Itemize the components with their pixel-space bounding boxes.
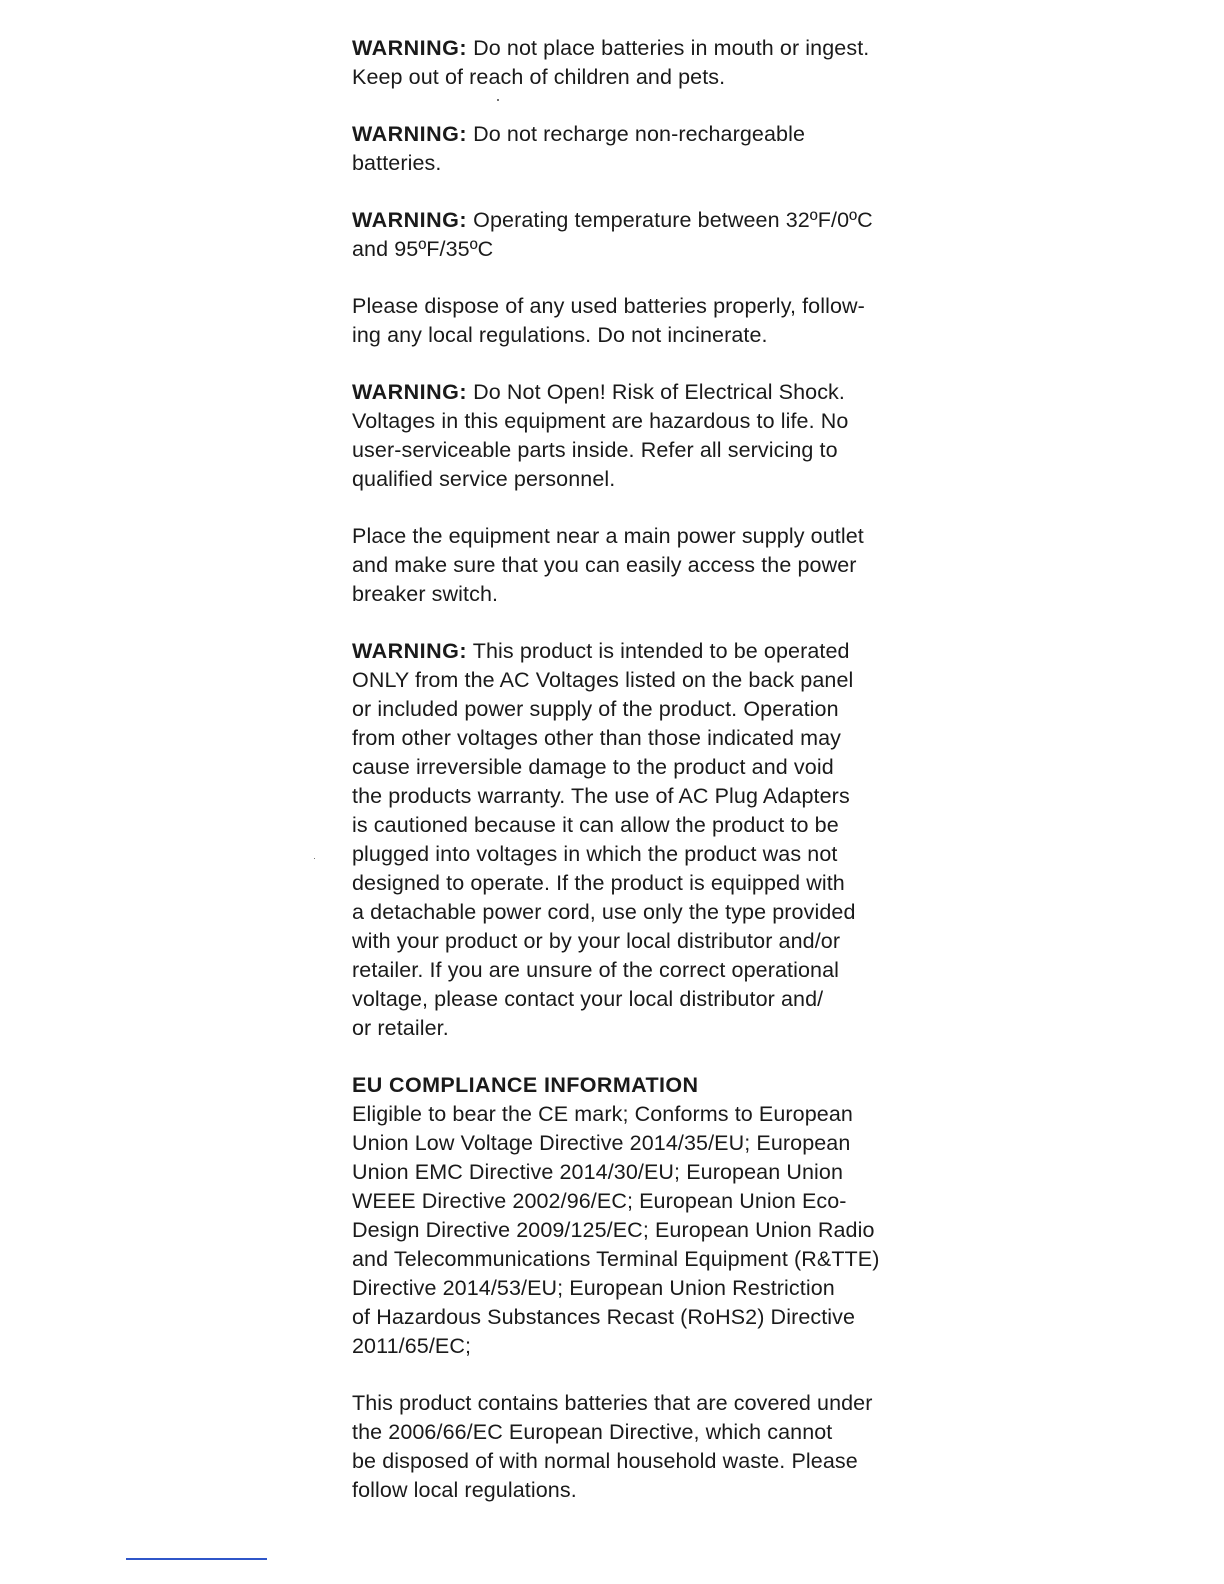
- text-line: Directive 2014/53/EU; European Union Restriction: [352, 1276, 835, 1300]
- text-line: breaker switch.: [352, 582, 499, 606]
- text-line: WARNING: This product is intended to be operated: [352, 639, 850, 663]
- text-line: designed to operate. If the product is equipped with: [352, 871, 845, 895]
- text-line: or included power supply of the product. Operation: [352, 697, 839, 721]
- document-body: [352, 34, 912, 1533]
- text-line: WARNING: Do Not Open! Risk of Electrical Shock.: [352, 380, 845, 404]
- scan-speck: [314, 858, 315, 859]
- text-line: ONLY from the AC Voltages listed on the back panel: [352, 668, 854, 692]
- text-line: voltage, please contact your local distributor and/: [352, 987, 824, 1011]
- text-line: Eligible to bear the CE mark; Conforms to European: [352, 1102, 853, 1126]
- text-line: retailer. If you are unsure of the correct operational: [352, 958, 840, 982]
- text-line: plugged into voltages in which the product was not: [352, 842, 838, 866]
- warning-label: WARNING:: [352, 380, 468, 404]
- power-outlet-paragraph: [352, 522, 912, 609]
- text-line: with your product or by your local distributor and/or: [352, 929, 841, 953]
- text-line: Union EMC Directive 2014/30/EU; European Union: [352, 1160, 843, 1184]
- text-line: WEEE Directive 2002/96/EC; European Union Eco-: [352, 1189, 847, 1213]
- warning-ac-voltage-paragraph: [352, 637, 912, 1043]
- text-line: WARNING: Do not recharge non-rechargeable: [352, 122, 806, 146]
- text-line: is cautioned because it can allow the product to be: [352, 813, 839, 837]
- warning-electrical-shock-paragraph: [352, 378, 912, 494]
- text-line: and make sure that you can easily access the power: [352, 553, 857, 577]
- footnote-rule: [126, 1558, 267, 1560]
- scan-speck: [497, 99, 499, 101]
- text-line: and 95ºF/35ºC: [352, 237, 494, 261]
- battery-disposal-paragraph: [352, 292, 912, 350]
- warning-label: WARNING:: [352, 208, 468, 232]
- warning-recharge-paragraph: [352, 120, 912, 178]
- text-line: and Telecommunications Terminal Equipment (R&TTE): [352, 1247, 880, 1271]
- text-line: Union Low Voltage Directive 2014/35/EU; European: [352, 1131, 851, 1155]
- text-line: of Hazardous Substances Recast (RoHS2) Directive: [352, 1305, 856, 1329]
- text-line: WARNING: Operating temperature between 32ºF/0ºC: [352, 208, 873, 232]
- text-line: be disposed of with normal household waste. Please: [352, 1449, 858, 1473]
- text-line: user-serviceable parts inside. Refer all servicing to: [352, 438, 838, 462]
- text-line: This product contains batteries that are covered under: [352, 1391, 873, 1415]
- eu-compliance-section: [352, 1071, 912, 1361]
- text-line: Place the equipment near a main power supply outlet: [352, 524, 864, 548]
- warning-label: WARNING:: [352, 36, 468, 60]
- text-line: WARNING: Do not place batteries in mouth or ingest.: [352, 36, 870, 60]
- battery-directive-paragraph: [352, 1389, 912, 1505]
- text-line: 2011/65/EC;: [352, 1334, 472, 1358]
- text-line: Keep out of reach of children and pets.: [352, 65, 726, 89]
- text-line: a detachable power cord, use only the type provided: [352, 900, 856, 924]
- warning-temperature-paragraph: [352, 206, 912, 264]
- warning-label: WARNING:: [352, 122, 468, 146]
- text-line: the 2006/66/EC European Directive, which cannot: [352, 1420, 833, 1444]
- text-line: Please dispose of any used batteries properly, follow-: [352, 294, 865, 318]
- text-line: batteries.: [352, 151, 442, 175]
- text-line: follow local regulations.: [352, 1478, 577, 1502]
- text-line: cause irreversible damage to the product and void: [352, 755, 834, 779]
- text-line: ing any local regulations. Do not incinerate.: [352, 323, 768, 347]
- warning-label: WARNING:: [352, 639, 468, 663]
- text-line: the products warranty. The use of AC Plug Adapters: [352, 784, 850, 808]
- warning-ingest-paragraph: [352, 34, 912, 92]
- text-line: qualified service personnel.: [352, 467, 616, 491]
- text-line: Voltages in this equipment are hazardous to life. No: [352, 409, 849, 433]
- text-line: from other voltages other than those indicated may: [352, 726, 842, 750]
- eu-compliance-heading: EU COMPLIANCE INFORMATION: [352, 1073, 699, 1097]
- text-line: Design Directive 2009/125/EC; European Union Radio: [352, 1218, 875, 1242]
- text-line: or retailer.: [352, 1016, 449, 1040]
